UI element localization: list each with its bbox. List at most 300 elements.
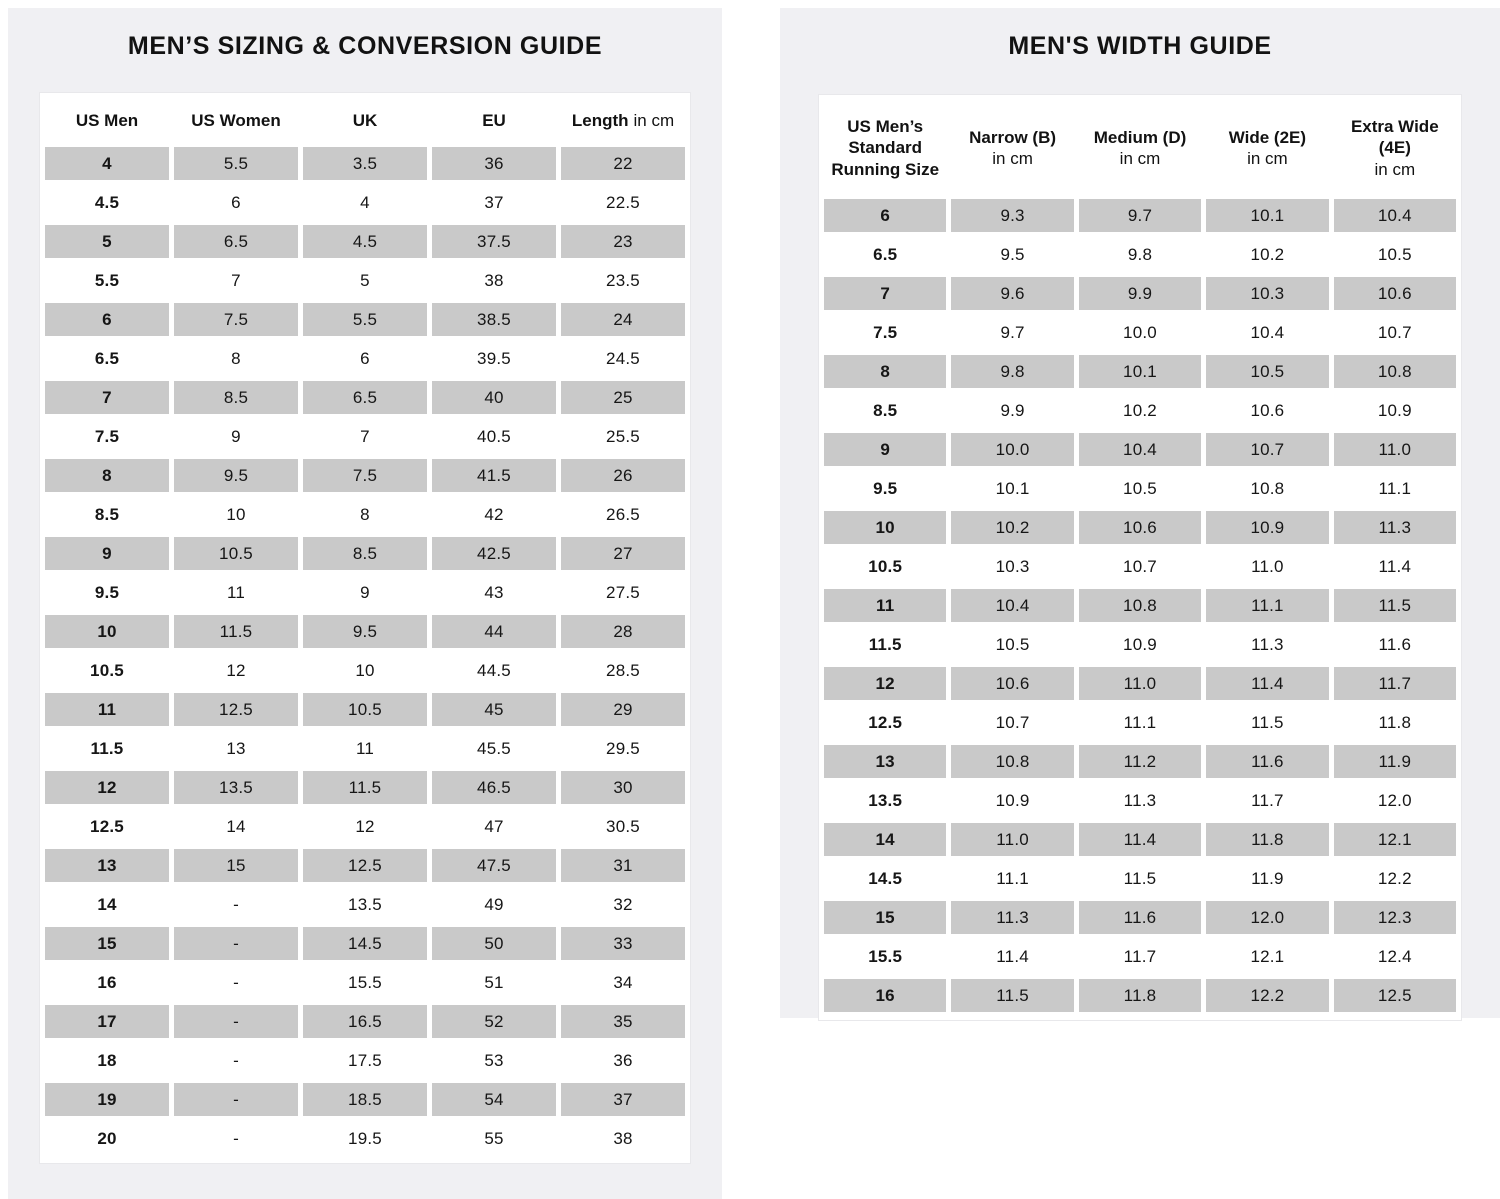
table-cell: 12.5	[90, 816, 124, 836]
table-cell: 11.0	[1334, 433, 1456, 466]
table-cell: 10.7	[995, 712, 1030, 732]
table-cell: 44	[432, 615, 556, 648]
table-cell: 37	[561, 1083, 685, 1116]
table-cell: 10.7	[1123, 556, 1157, 576]
table-row	[45, 339, 685, 378]
table-cell: 12.2	[1377, 868, 1412, 888]
table-cell: 12.1	[1250, 946, 1285, 966]
table-cell: 9.8	[951, 355, 1073, 388]
header-unit: in cm	[1247, 149, 1288, 168]
table-cell: 18.5	[303, 1083, 427, 1116]
table-cell: 9.5	[94, 582, 120, 602]
table-row	[824, 235, 1456, 274]
table-cell: 11.8	[1206, 823, 1328, 856]
table-cell: 11.1	[1123, 712, 1157, 732]
header-unit: in cm	[1119, 149, 1161, 168]
table-cell: 11.4	[1378, 556, 1412, 576]
width-guide-panel	[780, 8, 1500, 1018]
table-row	[824, 508, 1456, 547]
table-cell: 47	[484, 816, 504, 836]
table-cell: 11.4	[1079, 823, 1201, 856]
table-cell: 12.0	[1206, 901, 1328, 934]
table-row	[45, 885, 685, 924]
table-cell: 10.5	[1206, 355, 1328, 388]
table-cell: 11.0	[1251, 556, 1284, 576]
table-cell: 11.7	[1251, 790, 1284, 810]
table-row	[45, 183, 685, 222]
table-cell: 49	[484, 894, 504, 914]
table-cell: 11.6	[1079, 901, 1201, 934]
header-label: Extra Wide (4E)	[1350, 117, 1439, 158]
table-row	[824, 586, 1456, 625]
table-row	[824, 313, 1456, 352]
table-cell: 7.5	[174, 303, 298, 336]
table-cell: 10.4	[951, 589, 1073, 622]
header-cell	[45, 98, 169, 144]
header-cell	[1079, 100, 1201, 196]
table-cell: 10.0	[1123, 322, 1157, 342]
table-cell: 42.5	[432, 537, 556, 570]
table-cell: 11.9	[1251, 868, 1284, 888]
table-cell: 10.5	[1123, 478, 1157, 498]
table-row	[824, 547, 1456, 586]
table-cell: 25	[561, 381, 685, 414]
table-row	[45, 300, 685, 339]
table-cell: 24.5	[606, 348, 640, 368]
table-cell: 7.5	[303, 459, 427, 492]
table-cell: 36	[432, 147, 556, 180]
table-cell: 27	[561, 537, 685, 570]
table-row	[45, 1041, 685, 1080]
table-row	[824, 625, 1456, 664]
table-cell: 4	[360, 192, 370, 212]
table-cell: 9.5	[174, 459, 298, 492]
table-cell: 36	[613, 1050, 633, 1070]
table-cell: 10.5	[174, 537, 298, 570]
table-cell: 28	[561, 615, 685, 648]
table-cell: 6.5	[94, 348, 120, 368]
table-cell: 22	[561, 147, 685, 180]
table-row	[824, 196, 1456, 235]
table-cell: 9.6	[951, 277, 1073, 310]
table-cell: 11	[45, 693, 169, 726]
table-row	[45, 612, 685, 651]
table-cell: 55	[484, 1128, 504, 1148]
table-cell: 51	[484, 972, 504, 992]
table-cell: 17	[45, 1005, 169, 1038]
table-row	[824, 898, 1456, 937]
table-row	[824, 742, 1456, 781]
table-cell: 29.5	[606, 738, 640, 758]
table-cell: 5.5	[174, 147, 298, 180]
table-cell: 12.5	[174, 693, 298, 726]
table-cell: 31	[561, 849, 685, 882]
table-row	[824, 391, 1456, 430]
table-row	[824, 352, 1456, 391]
header-label: US Men’s Standard Running Size	[831, 117, 940, 179]
table-cell: 15	[824, 901, 946, 934]
width-guide-table	[818, 94, 1462, 1021]
table-cell: 12.1	[1334, 823, 1456, 856]
header-cell	[303, 98, 427, 144]
header-label: Narrow (B)	[969, 127, 1057, 147]
table-cell: 10	[355, 660, 375, 680]
table-cell: 11.6	[1206, 745, 1328, 778]
table-cell: 10.7	[1206, 433, 1328, 466]
header-cell	[561, 98, 685, 144]
table-cell: 13	[824, 745, 946, 778]
table-cell: 11.9	[1334, 745, 1456, 778]
header-unit: in cm	[992, 149, 1033, 168]
table-cell: 11.4	[996, 946, 1029, 966]
header-cell	[174, 98, 298, 144]
table-cell: 10.1	[1206, 199, 1328, 232]
table-cell: 9	[360, 582, 370, 602]
table-cell: 10.3	[1206, 277, 1328, 310]
table-row	[45, 924, 685, 963]
table-cell: -	[233, 894, 239, 914]
table-cell: 11.3	[1123, 790, 1157, 810]
table-cell: 10.1	[995, 478, 1030, 498]
table-row	[45, 768, 685, 807]
header-cell	[1334, 100, 1456, 196]
table-cell: 11.0	[1079, 667, 1201, 700]
header-label: Medium (D)	[1093, 127, 1187, 147]
table-cell: 11.5	[868, 634, 902, 654]
table-cell: 10.6	[1334, 277, 1456, 310]
table-cell: 11.8	[1079, 979, 1201, 1012]
table-cell: 39.5	[477, 348, 511, 368]
table-cell: 6	[360, 348, 370, 368]
table-cell: 10.5	[90, 660, 124, 680]
header-label: EU	[482, 111, 506, 131]
table-row	[824, 664, 1456, 703]
table-row	[824, 469, 1456, 508]
table-cell: 50	[432, 927, 556, 960]
table-cell: 19.5	[348, 1128, 382, 1148]
table-cell: 11.1	[1378, 478, 1412, 498]
table-cell: 11.4	[1206, 667, 1328, 700]
header-cell	[824, 100, 946, 196]
table-cell: 12	[226, 660, 246, 680]
table-cell: 6	[45, 303, 169, 336]
table-cell: 15	[45, 927, 169, 960]
table-cell: 10.6	[1250, 400, 1285, 420]
table-cell: 5.5	[94, 270, 120, 290]
sizing-conversion-table	[39, 92, 691, 1164]
table-cell: 32	[613, 894, 633, 914]
header-label: US Women	[191, 111, 281, 131]
table-body	[45, 144, 685, 1158]
table-cell: 52	[432, 1005, 556, 1038]
table-row	[824, 274, 1456, 313]
table-row	[45, 1002, 685, 1041]
table-cell: 6.5	[174, 225, 298, 258]
table-cell: -	[174, 1005, 298, 1038]
table-row	[45, 729, 685, 768]
table-row	[824, 781, 1456, 820]
table-cell: 11.3	[1334, 511, 1456, 544]
table-cell: 23	[561, 225, 685, 258]
table-cell: 29	[561, 693, 685, 726]
table-cell: 8.5	[94, 504, 120, 524]
table-cell: 8	[360, 504, 370, 524]
table-cell: 26.5	[606, 504, 640, 524]
table-cell: 13.5	[348, 894, 382, 914]
table-cell: 33	[561, 927, 685, 960]
table-cell: 10.9	[1206, 511, 1328, 544]
table-row	[824, 976, 1456, 1015]
table-cell: 12.2	[1206, 979, 1328, 1012]
table-cell: 13.5	[868, 790, 903, 810]
header-cell	[432, 98, 556, 144]
table-cell: 5.5	[303, 303, 427, 336]
table-row	[45, 417, 685, 456]
table-cell: 42	[484, 504, 504, 524]
table-cell: 9.9	[1000, 400, 1025, 420]
table-cell: 14	[824, 823, 946, 856]
header-cell	[1206, 100, 1328, 196]
table-cell: 11.5	[1251, 712, 1284, 732]
table-row	[45, 651, 685, 690]
table-row	[45, 456, 685, 495]
header-label: UK	[352, 111, 378, 131]
header-label: Length	[571, 111, 629, 131]
table-cell: 9	[231, 426, 241, 446]
table-cell: 10.9	[1123, 634, 1157, 654]
table-cell: 44.5	[477, 660, 511, 680]
table-cell: 9.9	[1079, 277, 1201, 310]
table-cell: 15	[174, 849, 298, 882]
table-cell: 10	[45, 615, 169, 648]
table-cell: 4.5	[94, 192, 120, 212]
table-cell: 5	[360, 270, 370, 290]
table-row	[45, 573, 685, 612]
table-cell: 40.5	[477, 426, 511, 446]
table-header-row	[824, 100, 1456, 196]
table-cell: 27.5	[606, 582, 640, 602]
table-cell: 11	[355, 738, 375, 758]
table-cell: 7.5	[94, 426, 120, 446]
table-row	[45, 222, 685, 261]
table-cell: 10.0	[951, 433, 1073, 466]
table-cell: 10.9	[1377, 400, 1412, 420]
table-cell: 6	[824, 199, 946, 232]
table-cell: 41.5	[432, 459, 556, 492]
table-row	[45, 963, 685, 1002]
table-cell: 10.6	[1079, 511, 1201, 544]
table-cell: 7	[45, 381, 169, 414]
table-row	[824, 820, 1456, 859]
table-cell: 22.5	[606, 192, 640, 212]
table-cell: 16.5	[303, 1005, 427, 1038]
table-row	[824, 703, 1456, 742]
table-cell: 38	[484, 270, 504, 290]
table-cell: 11.2	[1079, 745, 1201, 778]
table-cell: 12	[45, 771, 169, 804]
table-header-row	[45, 98, 685, 144]
table-cell: 10.9	[995, 790, 1030, 810]
table-cell: 11.6	[1378, 634, 1412, 654]
table-cell: 8	[231, 348, 241, 368]
sizing-conversion-panel	[8, 8, 722, 1199]
table-cell: 16	[824, 979, 946, 1012]
table-cell: 46.5	[432, 771, 556, 804]
table-body	[824, 196, 1456, 1015]
table-cell: 43	[484, 582, 504, 602]
table-cell: 11	[824, 589, 946, 622]
table-cell: 14.5	[303, 927, 427, 960]
table-cell: 47.5	[432, 849, 556, 882]
table-cell: 10.7	[1377, 322, 1412, 342]
table-cell: -	[174, 927, 298, 960]
table-cell: -	[233, 1128, 239, 1148]
table-cell: 3.5	[303, 147, 427, 180]
table-cell: 7	[824, 277, 946, 310]
table-cell: 8.5	[873, 400, 898, 420]
table-cell: 38	[613, 1128, 633, 1148]
table-cell: 10.8	[1079, 589, 1201, 622]
table-cell: 14	[97, 894, 117, 914]
table-cell: 6.5	[873, 244, 898, 264]
table-cell: 10.5	[995, 634, 1030, 654]
table-cell: 4	[45, 147, 169, 180]
table-cell: 12	[824, 667, 946, 700]
table-cell: 37	[484, 192, 504, 212]
table-cell: 12.5	[1334, 979, 1456, 1012]
table-cell: 11.5	[303, 771, 427, 804]
table-cell: 11.5	[1334, 589, 1456, 622]
table-cell: 11.1	[996, 868, 1029, 888]
table-row	[45, 261, 685, 300]
table-row	[824, 937, 1456, 976]
table-row	[45, 846, 685, 885]
table-cell: 23.5	[606, 270, 640, 290]
table-cell: 45.5	[477, 738, 511, 758]
table-cell: 37.5	[432, 225, 556, 258]
table-row	[824, 430, 1456, 469]
table-row	[45, 144, 685, 183]
table-cell: 12	[355, 816, 375, 836]
table-cell: 13.5	[174, 771, 298, 804]
table-row	[45, 1119, 685, 1158]
table-row	[45, 690, 685, 729]
table-cell: 11.3	[1251, 634, 1284, 654]
table-cell: 11.8	[1378, 712, 1412, 732]
header-label: Wide (2E)	[1228, 127, 1307, 147]
table-cell: 20	[97, 1128, 117, 1148]
table-cell: 9.5	[873, 478, 898, 498]
table-cell: 8	[824, 355, 946, 388]
table-cell: 24	[561, 303, 685, 336]
table-cell: 11.5	[90, 738, 124, 758]
sizing-guide-title: MEN’S SIZING & CONVERSION GUIDE	[127, 32, 603, 60]
table-cell: 12.4	[1377, 946, 1412, 966]
table-cell: 10.4	[1079, 433, 1201, 466]
table-cell: 6.5	[303, 381, 427, 414]
table-cell: 10	[824, 511, 946, 544]
table-cell: 11.1	[1206, 589, 1328, 622]
header-unit: in cm	[633, 111, 675, 131]
table-cell: 11.5	[1123, 868, 1157, 888]
table-cell: 10.1	[1079, 355, 1201, 388]
table-cell: -	[174, 1083, 298, 1116]
table-cell: 10.6	[951, 667, 1073, 700]
table-cell: 11.7	[1123, 946, 1157, 966]
table-cell: 12.3	[1334, 901, 1456, 934]
table-cell: 13	[45, 849, 169, 882]
table-cell: 11.5	[951, 979, 1073, 1012]
table-cell: 10.8	[1250, 478, 1285, 498]
table-cell: 9.7	[1000, 322, 1025, 342]
table-cell: 10.5	[868, 556, 903, 576]
table-cell: 19	[45, 1083, 169, 1116]
table-cell: 30.5	[606, 816, 640, 836]
table-cell: 9.5	[1000, 244, 1025, 264]
table-cell: 8.5	[174, 381, 298, 414]
table-cell: 8.5	[303, 537, 427, 570]
table-cell: 10.3	[995, 556, 1030, 576]
table-row	[45, 495, 685, 534]
table-row	[45, 378, 685, 417]
table-cell: 8	[45, 459, 169, 492]
header-label: US Men	[75, 111, 139, 131]
table-row	[45, 534, 685, 573]
table-cell: 10	[226, 504, 246, 524]
table-cell: -	[233, 1050, 239, 1070]
table-cell: 45	[432, 693, 556, 726]
table-cell: 9.7	[1079, 199, 1201, 232]
table-cell: 10.5	[1377, 244, 1412, 264]
table-cell: 30	[561, 771, 685, 804]
table-cell: 9.3	[951, 199, 1073, 232]
table-cell: 34	[613, 972, 633, 992]
table-cell: 15.5	[348, 972, 382, 992]
table-cell: 10.4	[1334, 199, 1456, 232]
table-cell: 11.5	[174, 615, 298, 648]
table-row	[45, 1080, 685, 1119]
table-cell: 14.5	[868, 868, 903, 888]
table-cell: 12.5	[303, 849, 427, 882]
table-cell: 10.2	[1250, 244, 1285, 264]
width-guide-title: MEN'S WIDTH GUIDE	[1008, 32, 1272, 60]
table-cell: 11.0	[951, 823, 1073, 856]
table-cell: 10.2	[1123, 400, 1157, 420]
table-cell: -	[233, 972, 239, 992]
table-cell: 9.5	[303, 615, 427, 648]
table-cell: 12.5	[868, 712, 903, 732]
table-cell: 53	[484, 1050, 504, 1070]
table-cell: 18	[97, 1050, 117, 1070]
table-cell: 10.2	[951, 511, 1073, 544]
table-cell: 9	[45, 537, 169, 570]
table-cell: 6	[231, 192, 241, 212]
table-cell: 16	[97, 972, 117, 992]
header-cell	[951, 100, 1073, 196]
table-cell: 10.5	[303, 693, 427, 726]
table-cell: 17.5	[348, 1050, 382, 1070]
table-cell: 11.7	[1334, 667, 1456, 700]
table-cell: 10.8	[1334, 355, 1456, 388]
header-unit: in cm	[1374, 159, 1416, 179]
table-cell: 11.3	[951, 901, 1073, 934]
table-cell: 40	[432, 381, 556, 414]
table-row	[45, 807, 685, 846]
table-cell: 9	[824, 433, 946, 466]
table-cell: 7.5	[873, 322, 898, 342]
table-cell: 35	[561, 1005, 685, 1038]
table-cell: 12.0	[1377, 790, 1412, 810]
